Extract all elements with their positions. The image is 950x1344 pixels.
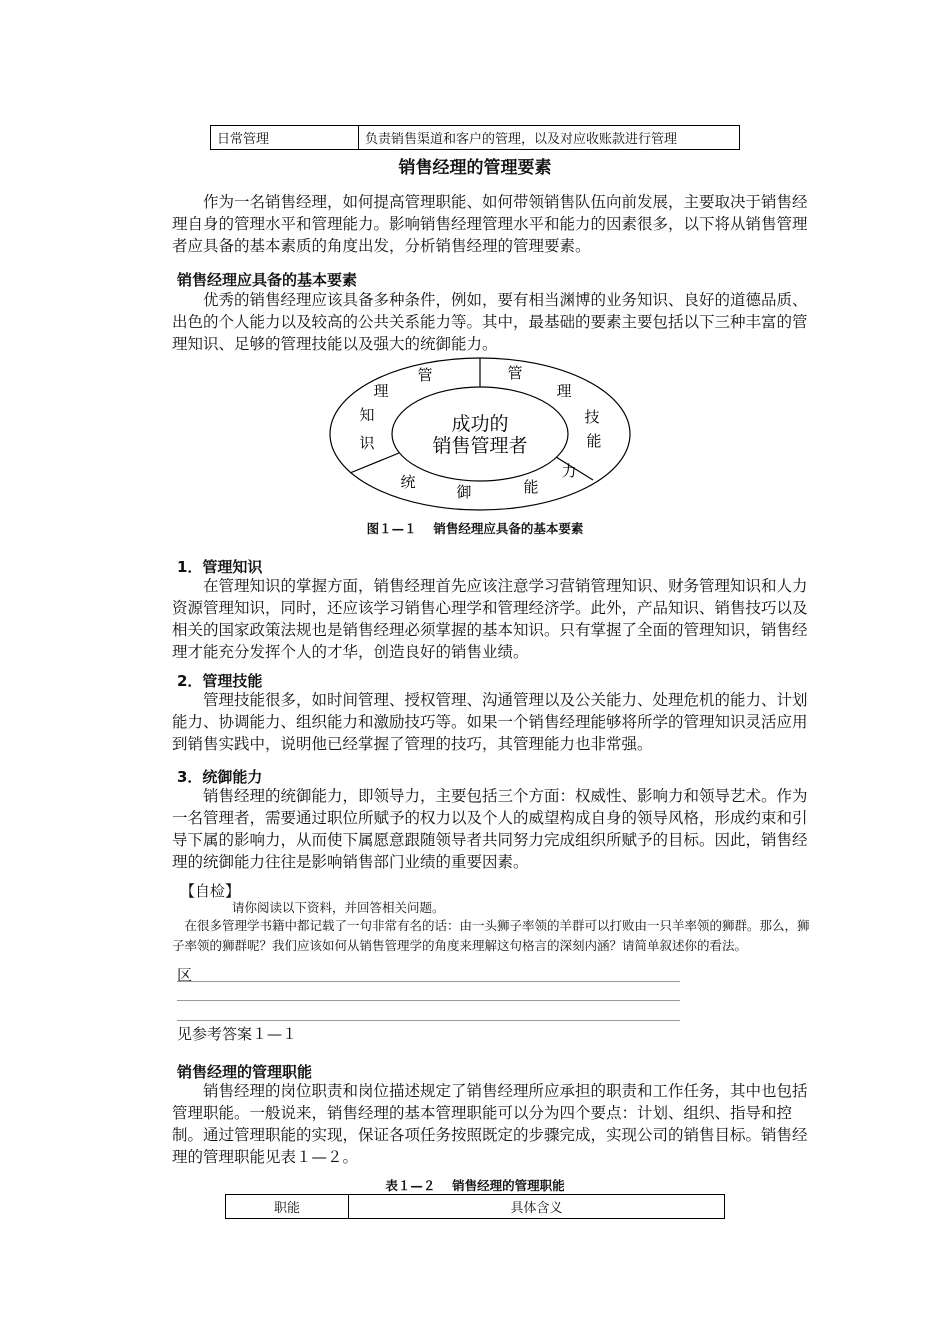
figure-caption: 图１—１ 销售经理应具备的基本要素: [366, 521, 584, 536]
selfcheck-body: 在很多管理学书籍中都记载了一句非常有名的话：由一头狮子率领的羊群可以打败由一只羊率领的狮群。那么，狮子率领的狮群呢？我们应该如何从销售管理学的角度来理解这句格言的深刻内涵？请简单叙述你的看法。: [172, 918, 810, 953]
answer-line[interactable]: [177, 1000, 680, 1001]
basic-paragraph: [172, 289, 812, 355]
selfcheck-label: 【自检】: [180, 882, 241, 900]
intro-paragraph: [172, 191, 812, 257]
ring-char: 统: [400, 473, 416, 491]
intro-text: 作为一名销售经理，如何提高管理职能、如何带领销售队伍向前发展，主要取决于销售经理自身的管理水平和管理能力。影响销售经理管理水平和能力的因素很多，以下将从销售管理者应具备的基本素质的角度出发，分析销售经理的管理要素。: [172, 193, 808, 255]
elements-diagram: [325, 354, 635, 514]
ring-char: 知: [359, 406, 375, 424]
ring-char: 力: [561, 462, 577, 480]
answer-reference: 见参考答案１—１: [177, 1025, 298, 1043]
basic-text: 优秀的销售经理应该具备多种条件，例如，要有相当渊博的业务知识、良好的道德品质、出色的个人能力以及较高的公共关系能力等。其中，最基础的要素主要包括以下三种丰富的管理知识、足够的管理技能以及强大的统御能力。: [172, 291, 808, 353]
selfcheck-prompt: 请你阅读以下资料，并回答相关问题。: [232, 900, 445, 915]
functions-paragraph: [172, 1080, 812, 1168]
ring-char: 技: [584, 408, 600, 426]
table-cell: 负责销售渠道和客户的管理，以及对应收账款进行管理: [359, 126, 740, 150]
ring-char: 理: [373, 382, 389, 400]
answer-line[interactable]: [177, 981, 680, 982]
functions-text: 销售经理的岗位职责和岗位描述规定了销售经理所应承担的职责和工作任务，其中也包括管理职能。一般说来，销售经理的基本管理职能可以分为四个要点：计划、组织、指导和控制。通过管理职能的实现，保证各项任务按照既定的步骤完成，实现公司的销售目标。销售经理的管理职能见表１—２。: [172, 1082, 808, 1166]
divider-line: [350, 453, 399, 473]
section-text: 在管理知识的掌握方面，销售经理首先应该注意学习营销管理知识、财务管理知识和人力资源管理知识，同时，还应该学习销售心理学和管理经济学。此外，产品知识、销售技巧以及相关的国家政策法规也是销售经理必须掌握的基本知识。只有掌握了全面的管理知识，销售经理才能充分发挥个人的才华，创造良好的销售业绩。: [172, 577, 808, 661]
section-paragraph: [172, 575, 812, 663]
top-table: [210, 125, 740, 150]
ring-char: 御: [456, 483, 472, 501]
center-line-2: 销售管理者: [432, 435, 528, 457]
section-text: 管理技能很多，如时间管理、授权管理、沟通管理以及公关能力、处理危机的能力、计划能力、协调能力、组织能力和激励技巧等。如果一个销售经理能够将所学的管理知识灵活应用到销售实践中，说明他已经掌握了管理的技巧，其管理能力也非常强。: [172, 691, 808, 753]
ring-char: 识: [359, 434, 375, 452]
section-text: 销售经理的统御能力，即领导力，主要包括三个方面：权威性、影响力和领导艺术。作为一名管理者，需要通过职位所赋予的权力以及个人的威望构成自身的领导风格，形成约束和引导下属的影响力，从而使下属愿意跟随领导者共同努力完成组织所赋予的目标。因此，销售经理的统御能力往往是影响销售部门业绩的重要因素。: [172, 787, 808, 871]
selfcheck-text: [172, 916, 812, 956]
ring-char: 管: [507, 364, 523, 382]
functions-table: [225, 1194, 725, 1219]
table-header: 职能: [226, 1195, 349, 1219]
section-heading: 2．管理技能: [177, 672, 263, 690]
ring-char: 管: [417, 366, 433, 384]
table-caption: 表１—２ 销售经理的管理职能: [385, 1178, 565, 1193]
table-cell: 日常管理: [211, 126, 359, 150]
section-title: 销售经理的管理要素: [398, 158, 552, 178]
answer-line[interactable]: [177, 1020, 680, 1021]
ring-char: 能: [586, 432, 602, 450]
ring-char: 理: [556, 382, 572, 400]
center-line-1: 成功的: [451, 413, 509, 435]
section-heading: 3．统御能力: [177, 768, 263, 786]
table-header: 具体含义: [349, 1195, 725, 1219]
section-heading: 1．管理知识: [177, 558, 263, 576]
ring-char: 能: [523, 478, 539, 496]
basic-heading: 销售经理应具备的基本要素: [177, 271, 358, 289]
answer-box-icon[interactable]: 区: [177, 966, 193, 984]
section-paragraph: [172, 785, 812, 873]
section-paragraph: [172, 689, 812, 755]
functions-heading: 销售经理的管理职能: [177, 1063, 313, 1081]
